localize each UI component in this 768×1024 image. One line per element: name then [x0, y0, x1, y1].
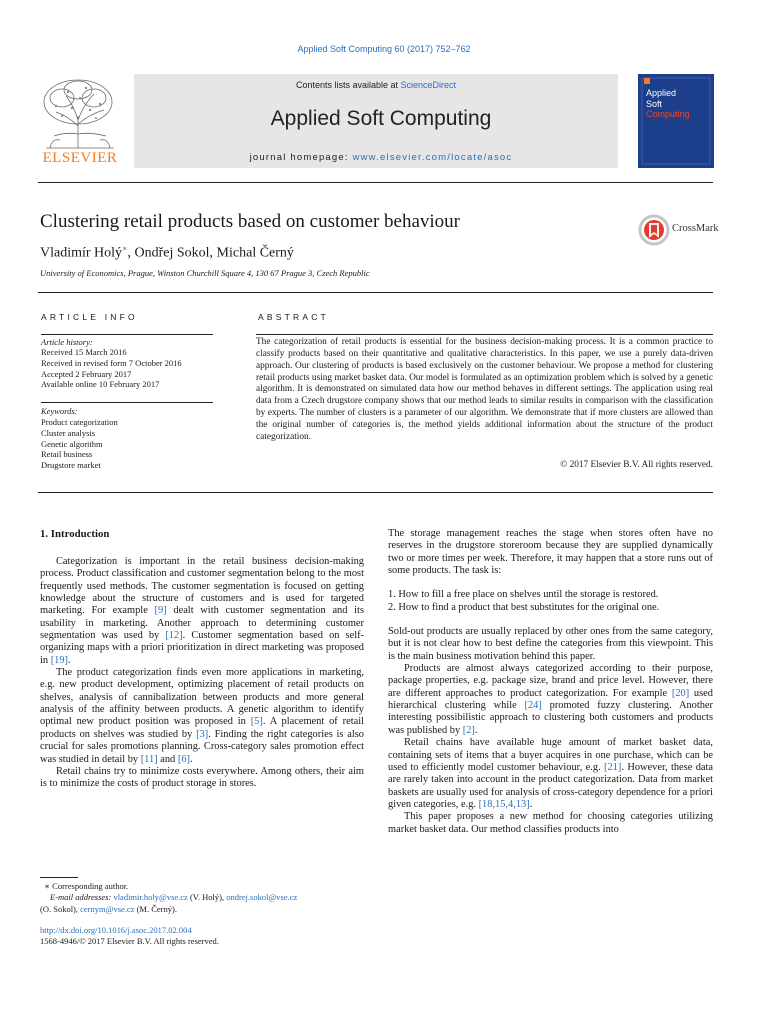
author-1: Vladimír Holý — [40, 245, 123, 261]
text-run: . Finding the right categories is also crucial for sales promotions planning. Cross-category sales promotion effect was studied in detail by — [40, 728, 364, 765]
citation-link[interactable]: [19] — [50, 654, 68, 666]
citation-link[interactable]: [18,15,4,13] — [478, 798, 530, 810]
keyword: Genetic algorithm — [41, 438, 103, 449]
cover-title-line-2: Soft — [646, 98, 663, 109]
email-link-cerny[interactable]: cernym@vse.cz — [80, 903, 135, 914]
history-heading: Article history: — [41, 337, 93, 347]
contents-line — [134, 80, 618, 90]
footnote-emails — [40, 892, 370, 903]
text-run: The product categorization finds even more applications in marketing, e.g. new product development, optimizing placement of retail products on shelves, analysis of cannibalization between products and more general analysis of the affinity between products. A genetic algorithm to identify optimal new product position was proposed in — [40, 667, 364, 728]
issn-line: 1568-4946/© 2017 Elsevier B.V. All rights reserved. — [40, 936, 219, 946]
history-item: Received in revised form 7 October 2016 — [41, 357, 182, 368]
task-list-item: 1. How to fill a free place on shelves until the storage is restored. — [388, 589, 659, 601]
abstract-divider — [38, 492, 713, 493]
keywords-heading: Keywords: — [41, 406, 78, 416]
right-column-body — [388, 528, 713, 836]
keyword: Cluster analysis — [41, 427, 96, 438]
citation-link[interactable]: [9] — [154, 605, 167, 617]
history-item: Received 15 March 2016 — [41, 347, 127, 357]
footnote-emails-cont — [40, 904, 370, 915]
abstract-copyright: © 2017 Elsevier B.V. All rights reserved. — [560, 460, 713, 470]
email-link-holy[interactable]: vladimir.holy@vse.cz — [113, 892, 188, 903]
affiliation: University of Economics, Prague, Winston Churchill Square 4, 130 67 Prague 3, Czech Republic — [40, 268, 370, 278]
text-run: . Customer segmentation based on self-organizing maps with a priori prioritization in direct marketing was proposed in — [40, 630, 365, 666]
title-divider — [38, 292, 713, 293]
text-run: . A placement of retail products on shelves was studied by — [40, 716, 364, 740]
homepage-url-link[interactable]: www.elsevier.com/locate/asoc — [352, 152, 513, 163]
keywords-rule — [41, 402, 213, 403]
citation-link[interactable]: [2] — [462, 724, 475, 736]
crossmark-label: CrossMark — [672, 223, 719, 234]
footnote-marker: ∗ — [44, 881, 51, 891]
abstract-text: The categorization of retail products is essential for the business decision-making process. It is a common practice to classify products based on their quantitative and qualitative characteristics. In this paper, we use a purely data-driven approach. Our clustering of products is based exclusively on the customer behaviour. We propose a method for clustering retail products using market basket data. Our model is formulated as an optimization problem which is solved by a genetic algorithm. It is demonstrated on simulated data how our method behaves in different settings. The application using real data from a Czech drugstore company shows that our method leads to similar results in comparison with the classification by experts. The number of clusters is a parameter of our algorithm. We demonstrate that if more clusters are allowed than the original number of categories is, the method yields additional information about the structure of the product categorization. — [256, 337, 713, 442]
keywords-list — [41, 417, 211, 471]
article-info-heading: ARTICLE INFO — [41, 312, 138, 322]
history-item: Available online 10 February 2017 — [41, 379, 160, 390]
keyword: Drugstore market — [41, 460, 101, 471]
citation-link[interactable]: [11] — [140, 753, 158, 765]
article-title: Clustering retail products based on customer behaviour — [40, 211, 461, 232]
corresponding-author-marker[interactable]: ∗ — [122, 244, 128, 253]
journal-citation[interactable]: Applied Soft Computing 60 (2017) 752–762 — [297, 44, 471, 54]
footnote-rule — [40, 877, 78, 878]
keyword: Retail business — [41, 449, 93, 460]
paragraph — [40, 556, 364, 667]
contents-prefix: Contents lists available at — [295, 80, 401, 90]
section-heading-introduction: 1. Introduction — [40, 528, 110, 540]
sciencedirect-link[interactable]: ScienceDirect — [400, 80, 457, 90]
crossmark-badge[interactable] — [638, 214, 728, 246]
email-owner: (V. Holý), — [187, 892, 227, 903]
text-run: used hierarchical clustering while — [388, 687, 713, 712]
doi-url[interactable]: http://dx.doi.org/10.1016/j.asoc.2017.02.004 — [40, 925, 192, 935]
keyword: Product categorization — [41, 417, 118, 427]
cover-title-line-3: Computing — [646, 109, 690, 119]
email-link-sokol[interactable]: ondrej.sokol@vse.cz — [226, 892, 298, 903]
footnote — [40, 881, 370, 915]
doi-link[interactable] — [40, 925, 192, 936]
email-label: E-mail addresses: — [50, 892, 114, 903]
elsevier-wordmark: ELSEVIER — [42, 150, 118, 166]
paragraph: Retail chains try to minimize costs everywhere. Among others, their aim is to minimize the costs of product storage in stores. — [40, 765, 364, 790]
homepage-prefix: journal homepage: — [249, 152, 353, 163]
crossmark-icon — [638, 214, 670, 246]
cover-title — [646, 88, 690, 120]
task-list-item: 2. How to find a product that best substitutes for the original one. — [388, 601, 660, 613]
citation-link[interactable]: [24] — [524, 700, 542, 712]
abstract-heading: ABSTRACT — [258, 312, 329, 322]
email-owner: (M. Černý). — [134, 903, 177, 914]
left-column-body — [40, 556, 364, 791]
text-run: Categorization is important in the retail business decision-making process. Product classification and customer segmentation belong to the most frequently used methods. The customer segmentation is focused on getting knowledge about the structure of customers and is used for targeted marketing. For example — [40, 556, 364, 617]
journal-homepage-line — [134, 152, 628, 163]
history-item: Accepted 2 February 2017 — [41, 368, 132, 379]
article-info-rule — [41, 334, 213, 335]
footnote-corresponding — [40, 881, 370, 892]
text-run: . — [189, 753, 193, 765]
author-separator: , — [209, 245, 217, 261]
citation-link[interactable]: [20] — [671, 687, 690, 699]
author-3: Michal Černý — [216, 245, 294, 261]
text-run: Products are almost always categorized according to their purpose, package properties, e.g. package size, brand and price level. However, there are different approaches to product categorization. For example — [388, 663, 713, 699]
citation-link[interactable]: [12] — [165, 630, 183, 642]
header-divider — [38, 182, 713, 183]
text-run: . — [474, 724, 478, 736]
paragraph — [388, 663, 713, 737]
text-run: and — [157, 753, 178, 765]
journal-name: Applied Soft Computing — [270, 107, 492, 130]
footnote-text: Corresponding author. — [50, 881, 129, 891]
author-list — [40, 244, 294, 262]
citation-link[interactable]: [21] — [604, 761, 622, 773]
paragraph: This paper proposes a new method for choosing categories utilizing market basket data. Our method classifies products into — [388, 811, 713, 835]
email-owner: (O. Sokol), — [40, 903, 81, 914]
cover-title-line-1: Applied — [646, 88, 677, 98]
author-separator: , — [127, 245, 135, 261]
paragraph: The storage management reaches the stage when stores often have no reserves in the drugstore storeroom because they are supplied dynamically two or more times per week. Therefore, it may happen that a store runs out of some products. The task is: — [388, 528, 713, 577]
paragraph — [40, 667, 364, 766]
text-run: . — [68, 654, 71, 666]
text-run: . However, these data are rarely taken into account in the product categorization. Data from market baskets are usually used for analysis of cross-category dependence for a priori given categories, e.g. — [388, 761, 713, 810]
text-run: Retail chains have available huge amount of market basket data, containing sets of items that a buyer acquires in one purchase, which can be used to efficiently model customer behaviour, e.g. — [388, 737, 713, 773]
history-list — [41, 347, 211, 390]
citation-link[interactable]: [6] — [177, 753, 190, 765]
abstract-rule — [256, 334, 713, 335]
citation-link[interactable]: [3] — [196, 728, 209, 740]
citation-link[interactable]: [5] — [250, 716, 263, 728]
paragraph: Sold-out products are usually replaced by other ones from the same category, but it is not clear how to best define the categories from this viewpoint. This is the main business motivation behind this paper. — [388, 626, 713, 662]
text-run: . — [529, 798, 533, 810]
text-run: promoted fuzzy clustering. Another interesting possibilistic approach to clustering both customers and products was published by — [388, 700, 713, 736]
author-2: Ondřej Sokol — [134, 245, 210, 261]
paragraph — [388, 737, 713, 811]
text-run: dealt with customer segmentation and its usability in marketing. Another approach to determining customer segmentation was used by — [40, 605, 364, 642]
